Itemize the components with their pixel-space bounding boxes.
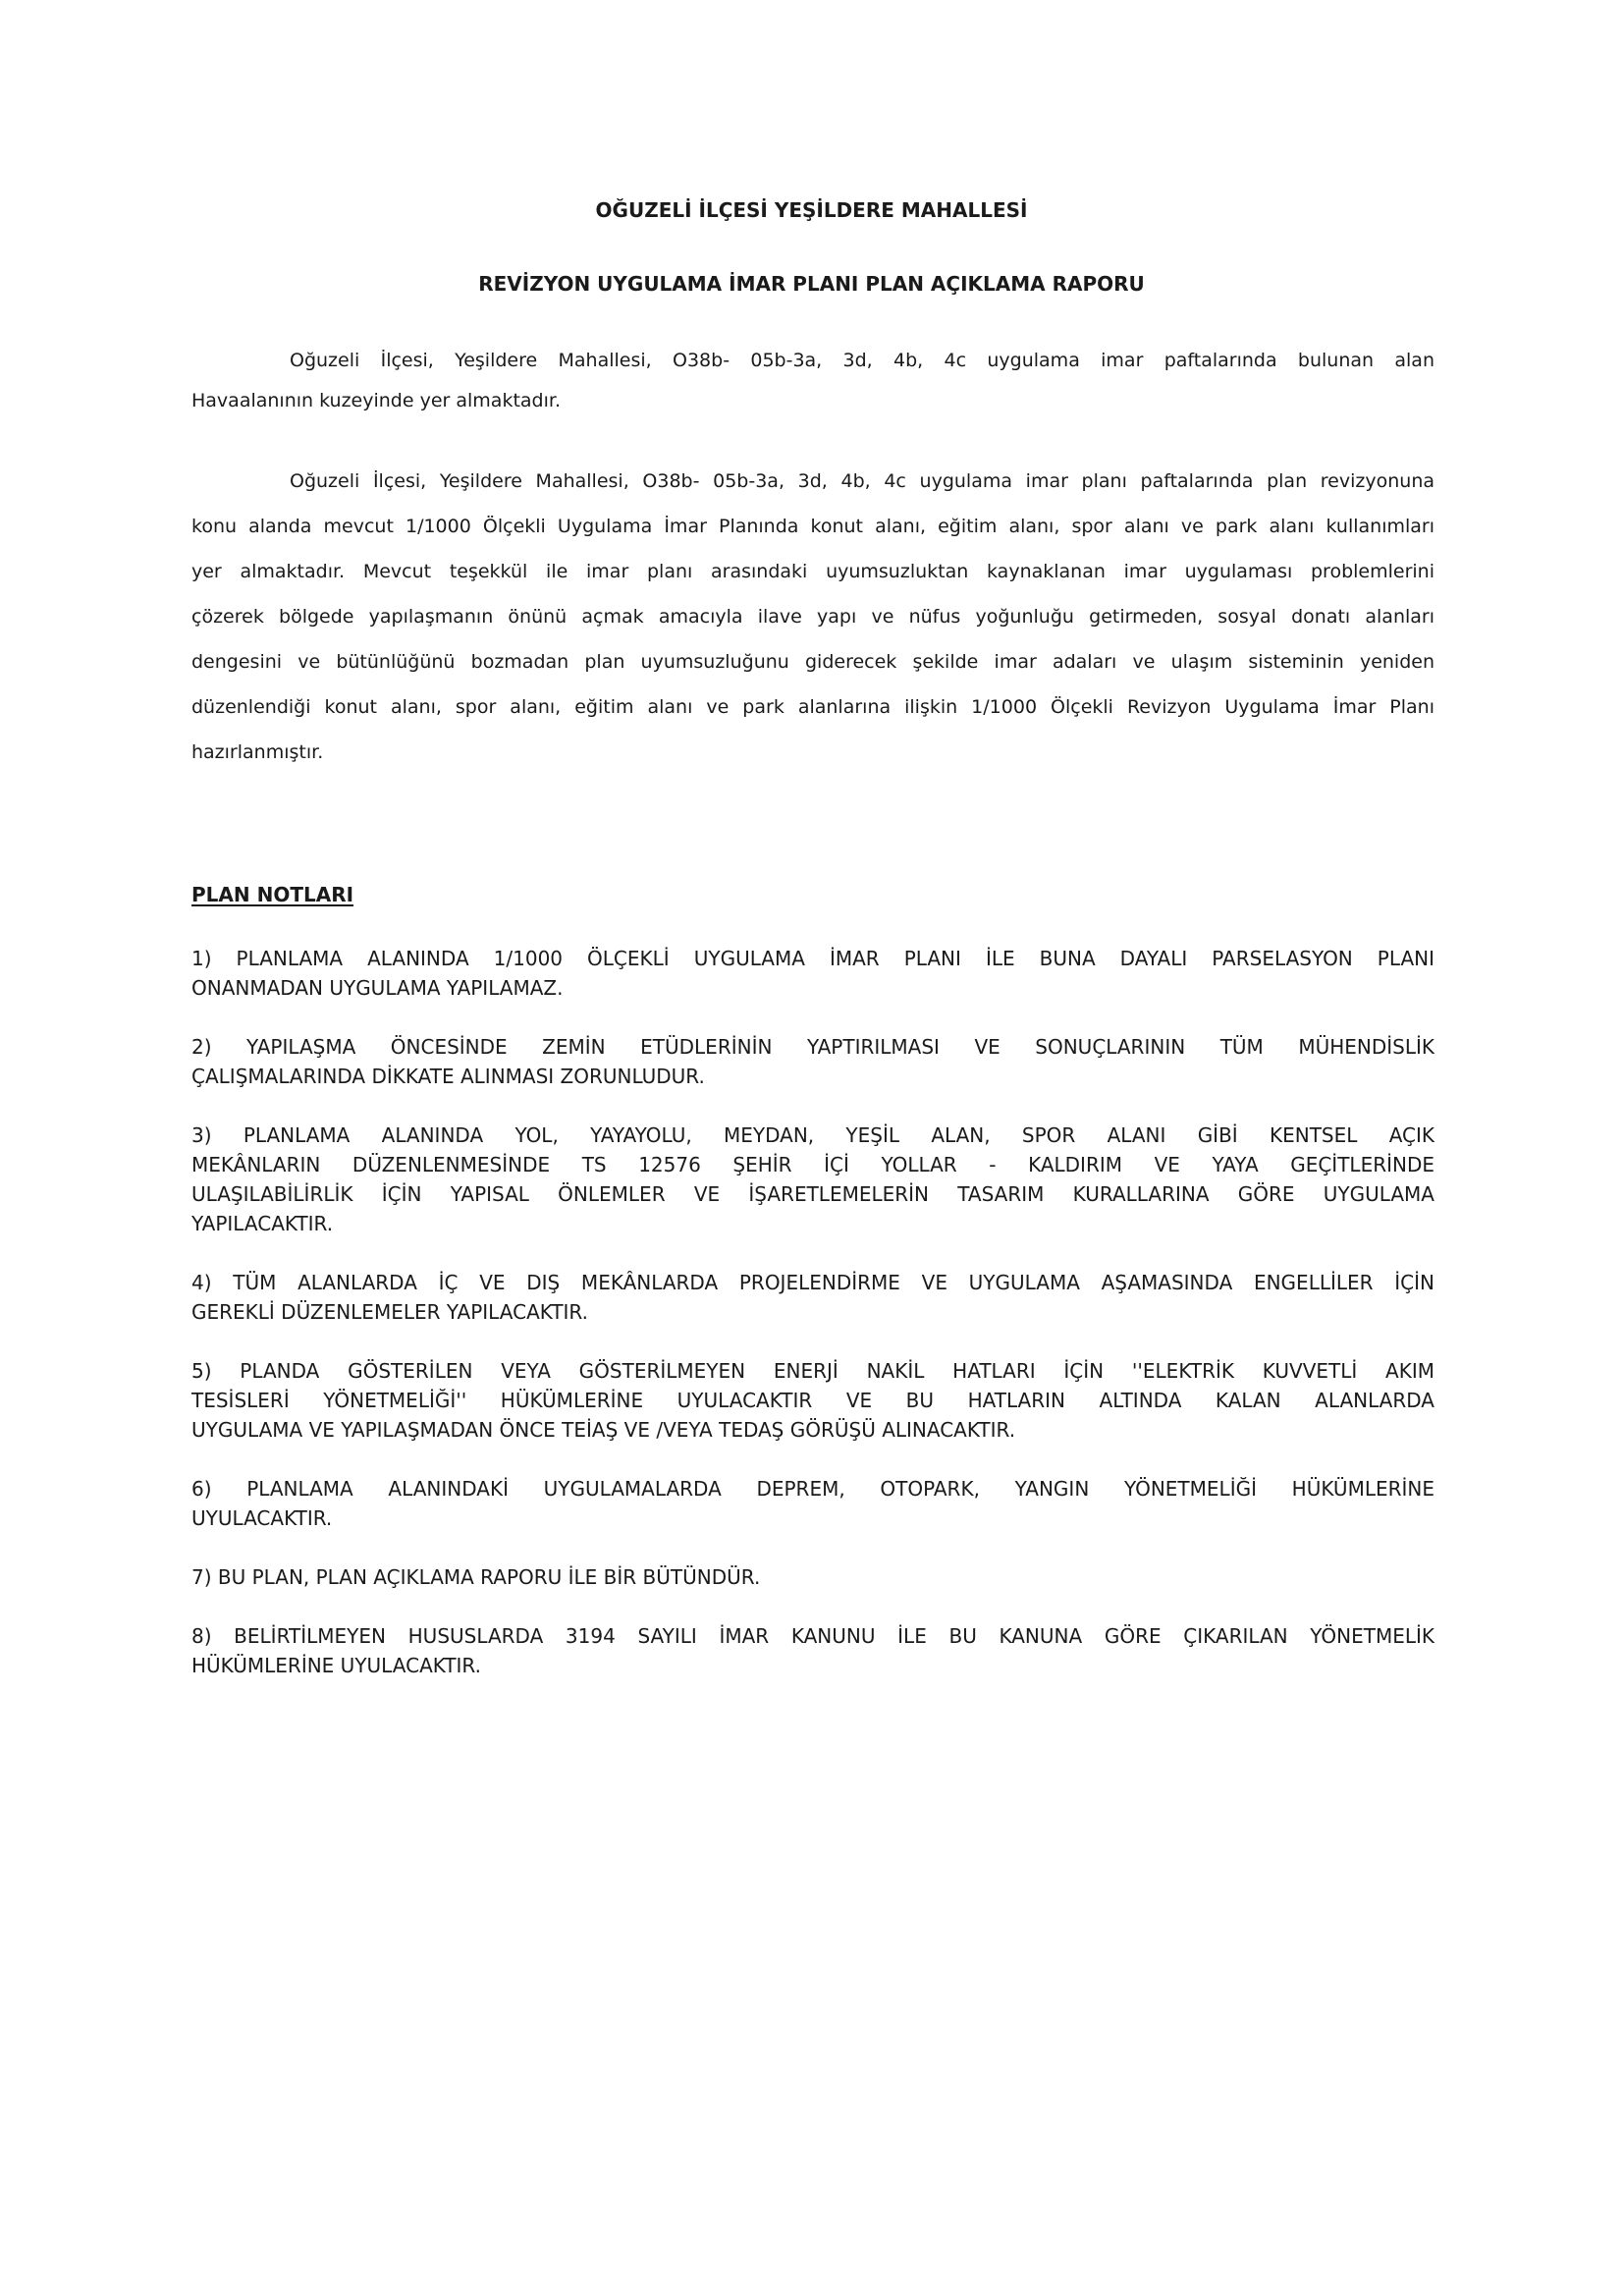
note-item <box>191 1621 1434 1680</box>
paragraph-line: Oğuzeli İlçesi, Yeşildere Mahallesi, O38b- 05b-3a, 3d, 4b, 4c uygulama imar planı paftalarında plan revizyonuna <box>290 470 1434 492</box>
note-line: ÇALIŞMALARINDA DİKKATE ALINMASI ZORUNLUDUR. <box>191 1065 705 1088</box>
note-line: UYULACAKTIR. <box>191 1506 333 1530</box>
intro-paragraph <box>191 341 1434 421</box>
note-line: YAPILACAKTIR. <box>191 1212 334 1235</box>
note-line: 1) PLANLAMA ALANINDA 1/1000 ÖLÇEKLİ UYGULAMA İMAR PLANI İLE BUNA DAYALI PARSELASYON PLANI <box>191 947 1434 970</box>
note-item <box>191 1268 1434 1327</box>
document-subtitle: REVİZYON UYGULAMA İMAR PLANI PLAN AÇIKLAMA RAPORU <box>478 272 1145 296</box>
note-line: 4) TÜM ALANLARDA İÇ VE DIŞ MEKÂNLARDA PROJELENDİRME VE UYGULAMA AŞAMASINDA ENGELLİLER İÇİN <box>191 1271 1434 1294</box>
paragraph-line: Oğuzeli İlçesi, Yeşildere Mahallesi, O38b- 05b-3a, 3d, 4b, 4c uygulama imar paftalarında bulunan alan <box>290 350 1434 371</box>
note-line: ULAŞILABİLİRLİK İÇİN YAPISAL ÖNLEMLER VE İŞARETLEMELERİN TASARIM KURALLARINA GÖRE UYGULAMA <box>191 1182 1434 1206</box>
note-line: 5) PLANDA GÖSTERİLEN VEYA GÖSTERİLMEYEN ENERJİ NAKİL HATLARI İÇİN ''ELEKTRİK KUVVETLİ AKIM <box>191 1359 1434 1383</box>
note-line: ONANMADAN UYGULAMA YAPILAMAZ. <box>191 976 564 1000</box>
note-line: TESİSLERİ YÖNETMELİĞİ'' HÜKÜMLERİNE UYULACAKTIR VE BU HATLARIN ALTINDA KALAN ALANLARDA <box>191 1389 1434 1412</box>
note-item <box>191 1356 1434 1445</box>
note-line: MEKÂNLARIN DÜZENLENMESİNDE TS 12576 ŞEHİR İÇİ YOLLAR - KALDIRIM VE YAYA GEÇİTLERİNDE <box>191 1153 1434 1176</box>
note-line: 3) PLANLAMA ALANINDA YOL, YAYAYOLU, MEYDAN, YEŞİL ALAN, SPOR ALANI GİBİ KENTSEL AÇIK <box>191 1123 1434 1147</box>
document-title: OĞUZELİ İLÇESİ YEŞİLDERE MAHALLESİ <box>595 198 1028 222</box>
note-line: GEREKLİ DÜZENLEMELER YAPILACAKTIR. <box>191 1300 588 1324</box>
paragraph-line: dengesini ve bütünlüğünü bozmadan plan uyumsuzluğunu giderecek şekilde imar adaları ve ulaşım sisteminin yeniden <box>191 651 1434 673</box>
note-line: 8) BELİRTİLMEYEN HUSUSLARDA 3194 SAYILI İMAR KANUNU İLE BU KANUNA GÖRE ÇIKARILAN YÖNETMELİK <box>191 1624 1434 1648</box>
paragraph-line: Havaalanının kuzeyinde yer almaktadır. <box>191 390 561 411</box>
note-line: 6) PLANLAMA ALANINDAKİ UYGULAMALARDA DEPREM, OTOPARK, YANGIN YÖNETMELİĞİ HÜKÜMLERİNE <box>191 1477 1434 1501</box>
notes-heading: PLAN NOTLARI <box>191 883 354 906</box>
note-line: UYGULAMA VE YAPILAŞMADAN ÖNCE TEİAŞ VE /VEYA TEDAŞ GÖRÜŞÜ ALINACAKTIR. <box>191 1418 1016 1442</box>
note-line: 7) BU PLAN, PLAN AÇIKLAMA RAPORU İLE BİR BÜTÜNDÜR. <box>191 1565 761 1589</box>
paragraph-line: yer almaktadır. Mevcut teşekkül ile imar planı arasındaki uyumsuzluktan kaynaklanan imar uygulaması problemlerini <box>191 561 1434 582</box>
plan-notes-list <box>191 944 1434 1710</box>
note-item <box>191 1032 1434 1091</box>
paragraph-line: konu alanda mevcut 1/1000 Ölçekli Uygulama İmar Planında konut alanı, eğitim alanı, spor alanı ve park alanı kullanımları <box>191 516 1434 537</box>
note-item <box>191 1562 1434 1592</box>
note-item <box>191 944 1434 1003</box>
note-item <box>191 1121 1434 1238</box>
note-line: 2) YAPILAŞMA ÖNCESİNDE ZEMİN ETÜDLERİNİN YAPTIRILMASI VE SONUÇLARININ TÜM MÜHENDİSLİK <box>191 1035 1434 1059</box>
description-paragraph <box>191 459 1434 775</box>
note-item <box>191 1474 1434 1533</box>
paragraph-line: çözerek bölgede yapılaşmanın önünü açmak amacıyla ilave yapı ve nüfus yoğunluğu getirmeden, sosyal donatı alanları <box>191 606 1434 628</box>
note-line: HÜKÜMLERİNE UYULACAKTIR. <box>191 1654 481 1677</box>
paragraph-line: hazırlanmıştır. <box>191 741 324 763</box>
paragraph-line: düzenlendiği konut alanı, spor alanı, eğitim alanı ve park alanlarına ilişkin 1/1000 Ölçekli Revizyon Uygulama İmar Planı <box>191 696 1434 718</box>
